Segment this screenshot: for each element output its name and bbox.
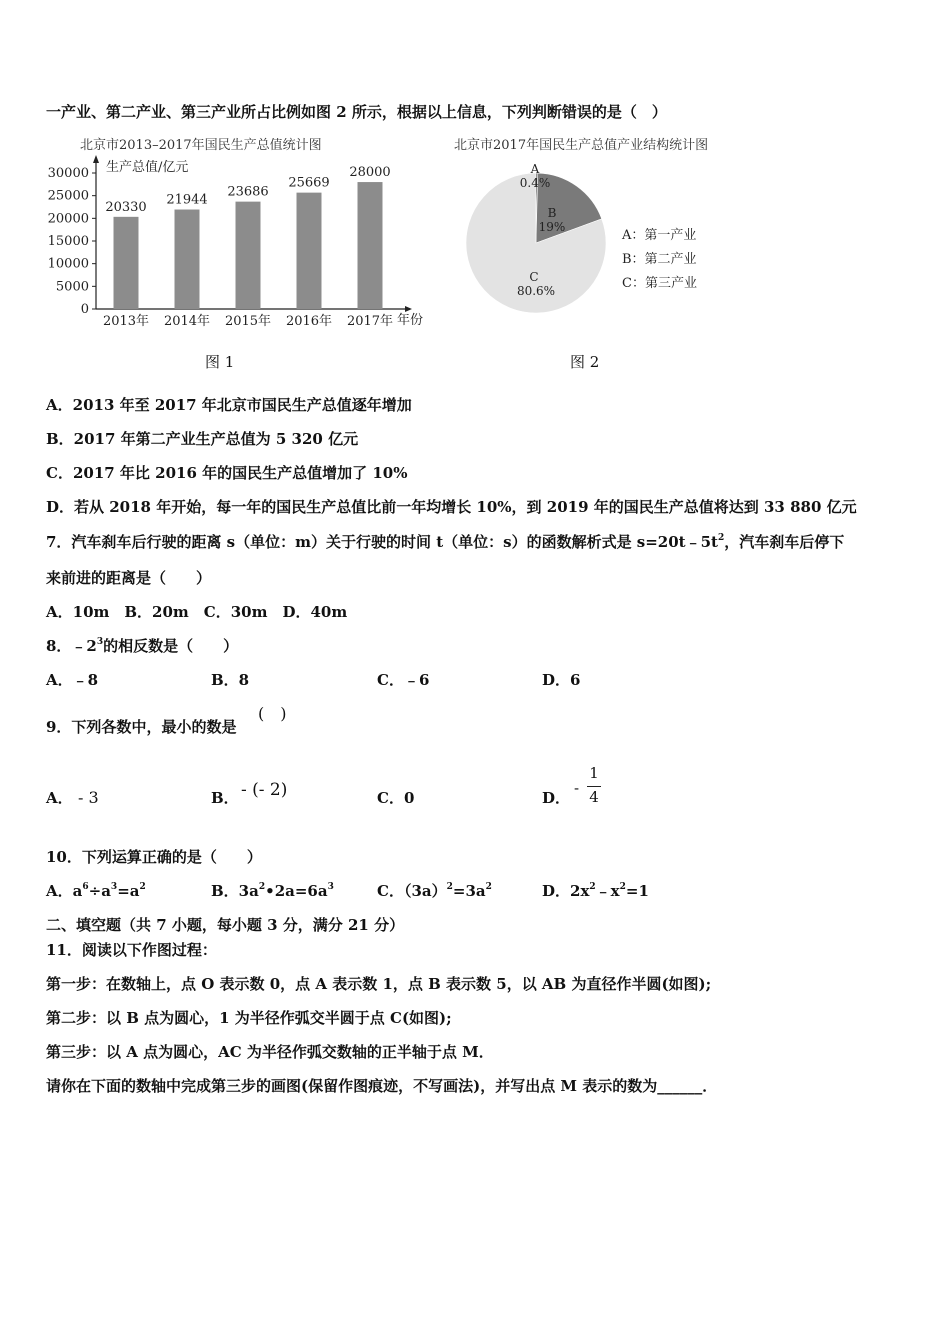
y-tick-label: 5000 — [55, 279, 89, 295]
y-tick-label: 10000 — [47, 256, 89, 272]
q8-stem-part-b: 的相反数是（ ） — [103, 637, 239, 655]
q6-option-a: A．2013 年至 2017 年北京市国民生产总值逐年增加 — [46, 396, 412, 414]
question-6-stem: 一产业、第二产业、第三产业所占比例如图 2 所示，根据以上信息，下列判断错误的是（ ） — [46, 103, 667, 121]
x-tick-label: 2017年 — [346, 314, 394, 329]
pie-slice-label: C — [529, 270, 539, 284]
bar-chart-title: 北京市2013–2017年国民生产总值统计图 — [80, 138, 322, 153]
question-7-stem-line2: 来前进的距离是（ ） — [46, 569, 212, 587]
q11-step-1: 第一步：在数轴上，点 O 表示数 0，点 A 表示数 1，点 B 表示数 5，以 AB 为直径作半圆(如图); — [46, 975, 712, 993]
pie-slice-percent: 19% — [538, 220, 566, 234]
q11-question: 请你在下面的数轴中完成第三步的画图(保留作图痕迹，不写画法)，并写出点 M 表示的数为______． — [46, 1077, 718, 1095]
question-8-stem — [46, 636, 238, 656]
bar-chart-xlabel: 年份 — [397, 313, 424, 328]
q10-option-b: B．$3a^2•2a=6a^3$ — [211, 882, 334, 900]
q6-option-b: B．2017 年第二产业生产总值为 5 320 亿元 — [46, 430, 359, 448]
q9-answer-paren: ( ) — [258, 704, 287, 723]
q10-option-a: A．$a^6\div a^3=a^2$ — [46, 882, 146, 900]
y-tick-label: 30000 — [47, 166, 89, 181]
pie-chart — [450, 135, 760, 335]
section-2-heading: 二、填空题（共 7 小题，每小题 3 分，满分 21 分） — [46, 916, 405, 934]
question-10-stem: 10．下列运算正确的是（ ） — [46, 848, 262, 866]
bar-value-label: 28000 — [349, 165, 391, 181]
bar — [114, 217, 139, 309]
bar-value-label: 20330 — [105, 199, 147, 215]
question-11-stem: 11．阅读以下作图过程： — [46, 941, 217, 959]
q9-option-d-label: D． — [542, 789, 571, 807]
question-9-stem: 9．下列各数中，最小的数是 — [46, 718, 237, 736]
bar-value-label: 21944 — [166, 192, 208, 208]
q7-options: A．10m B．20m C．30m D．40m — [46, 603, 348, 621]
q8-option-c: C．﹣6 — [377, 671, 430, 689]
x-tick-label: 2016年 — [285, 314, 333, 329]
y-tick-label: 25000 — [47, 188, 89, 204]
pie-chart-title: 北京市2017年国民生产总值产业结构统计图 — [454, 138, 709, 153]
y-tick-label: 15000 — [47, 234, 89, 249]
bar-chart-ylabel: 生产总值/亿元 — [106, 160, 189, 175]
bar-value-label: 23686 — [227, 184, 269, 200]
figure-1-caption: 图 1 — [205, 353, 235, 371]
bar — [236, 202, 261, 309]
x-axis-arrow — [405, 306, 412, 312]
bar — [175, 210, 200, 309]
q7-exponent: 2 — [717, 533, 725, 543]
q9-option-c: C．0 — [377, 789, 415, 807]
q9-option-d-denominator: 4 — [589, 788, 599, 806]
q10-option-c: C．$(3a)^2=3a^2$ — [377, 882, 492, 900]
y-tick-label: 0 — [80, 302, 89, 317]
pie-legend-item: B：第二产业 — [622, 252, 697, 267]
pie-slice-percent: 0.4% — [519, 176, 551, 190]
x-tick-label: 2014年 — [163, 314, 211, 329]
q11-step-3: 第三步：以 A 点为圆心，AC 为半径作弧交数轴的正半轴于点 M． — [46, 1043, 494, 1061]
q8-option-a: A．﹣8 — [46, 671, 99, 689]
fraction-bar — [587, 786, 601, 787]
pie-slice-label: B — [547, 206, 557, 220]
q6-option-c: C．2017 年比 2016 年的国民生产总值增加了 10% — [46, 464, 408, 482]
q9-option-b-value: - (- 2) — [241, 780, 288, 800]
question-7-stem — [46, 532, 844, 552]
figure-2-caption: 图 2 — [570, 353, 600, 371]
x-tick-label: 2013年 — [102, 314, 150, 329]
q10-option-d: D．$2x^2﹣x^2=1$ — [542, 882, 649, 900]
x-tick-label: 2015年 — [224, 314, 272, 329]
q9-option-a-value: - 3 — [78, 788, 99, 807]
q9-option-b-label: B． — [211, 789, 239, 807]
q8-option-b: B．8 — [211, 671, 250, 689]
y-axis-arrow — [93, 155, 99, 163]
q11-step-2: 第二步：以 B 点为圆心，1 为半径作弧交半圆于点 C(如图); — [46, 1009, 452, 1027]
bar — [297, 193, 322, 309]
pie-slice-percent: 80.6% — [516, 284, 556, 298]
q8-option-d: D．6 — [542, 671, 581, 689]
q6-option-d: D．若从 2018 年开始，每一年的国民生产总值比前一年均增长 10%，到 2019 年的国民生产总值将达到 33 880 亿元 — [46, 498, 857, 516]
y-tick-label: 20000 — [47, 211, 89, 227]
q9-option-d-sign: - — [574, 779, 580, 797]
bar-chart — [40, 135, 440, 335]
pie-legend-item: C：第三产业 — [622, 276, 697, 291]
q7-stem-part-b: ，汽车刹车后停下 — [724, 533, 845, 551]
bar — [358, 182, 383, 309]
pie-legend-item: A：第一产业 — [622, 228, 697, 243]
q9-option-d-numerator: 1 — [589, 764, 599, 782]
q9-option-a-label: A． — [46, 789, 73, 807]
q8-stem-part-a: 8．﹣2 — [46, 637, 97, 655]
bar-value-label: 25669 — [288, 175, 330, 191]
q7-stem-part-a: 7．汽车刹车后行驶的距离 s（单位：m）关于行驶的时间 t（单位：s）的函数解析式是 s=20t﹣5t — [46, 533, 718, 551]
pie-slice-label: A — [530, 162, 540, 176]
q8-exponent: 3 — [96, 637, 104, 647]
